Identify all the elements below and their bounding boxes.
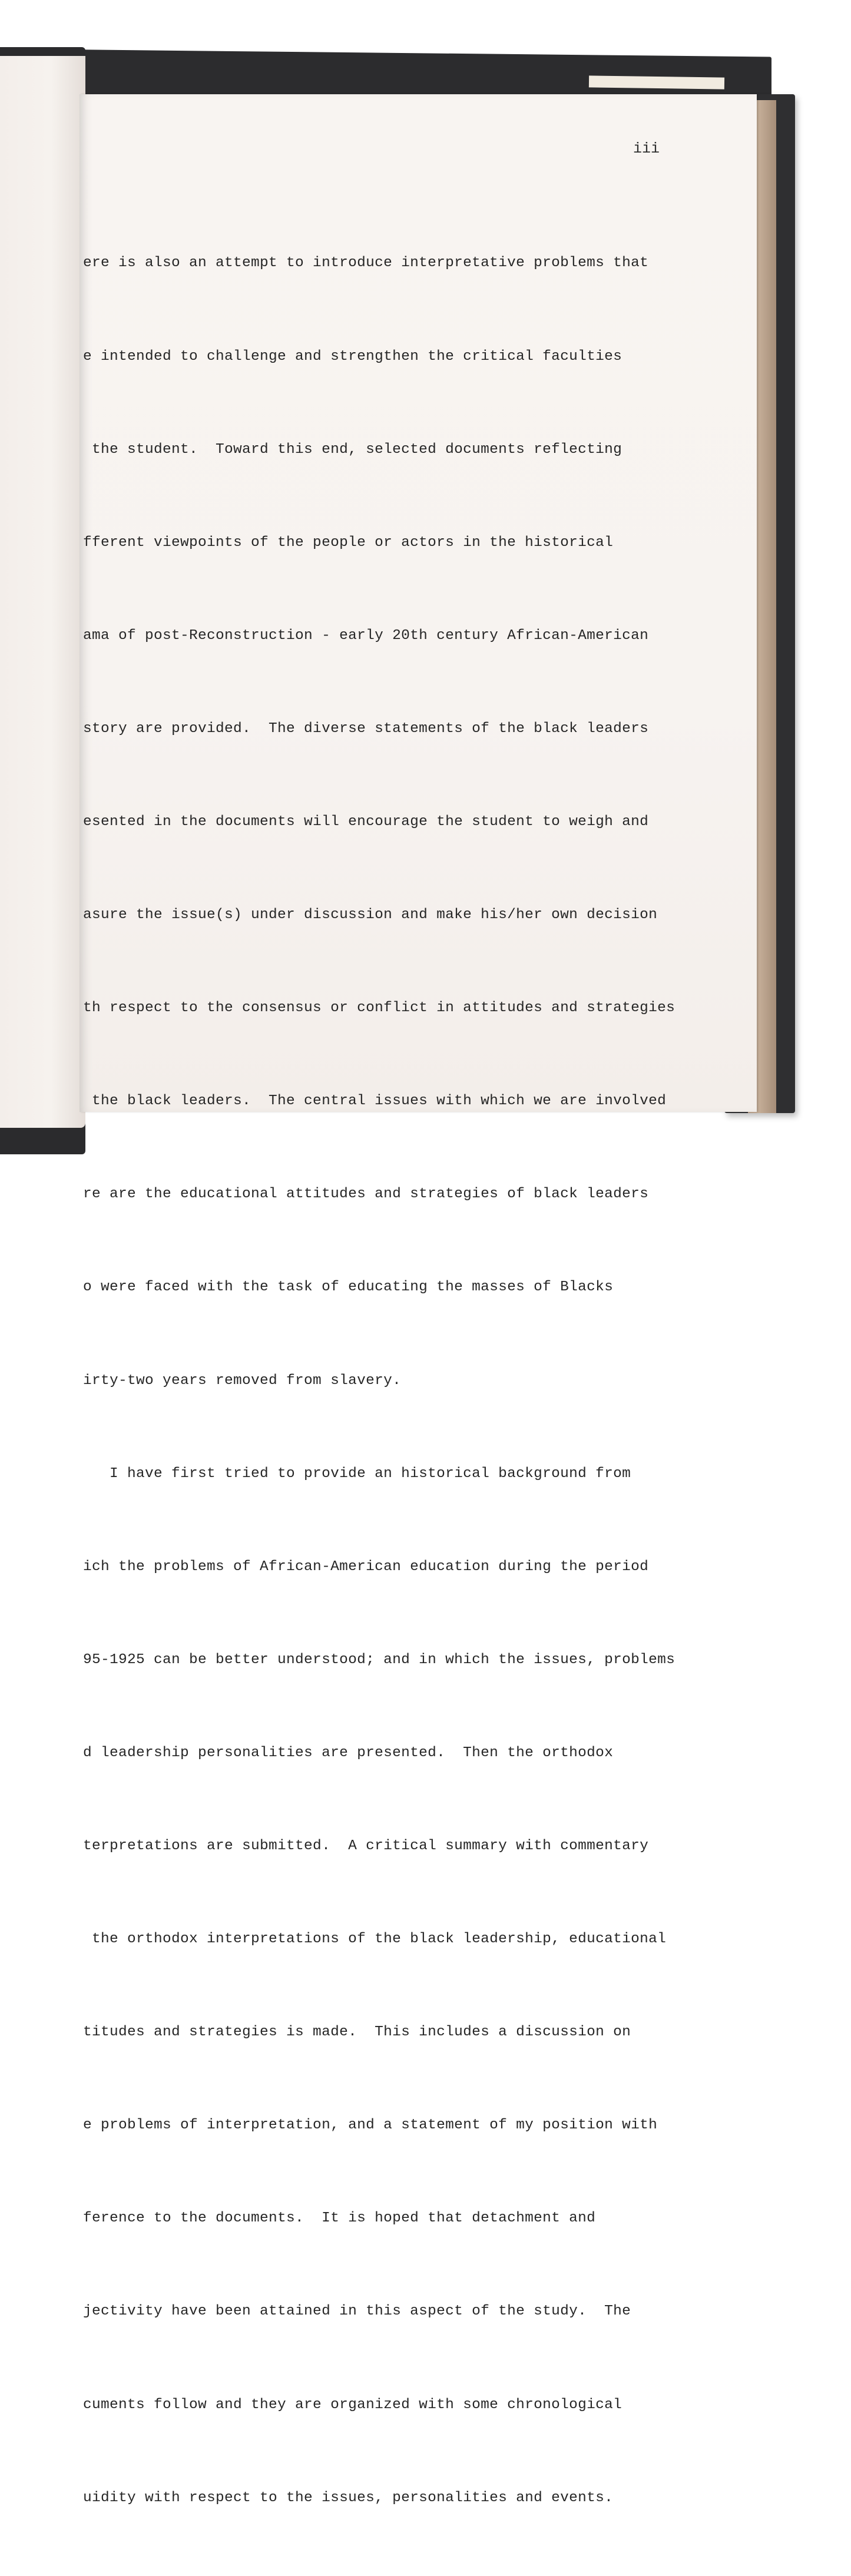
text-line: titudes and strategies is made. This includes a discussion on (83, 2024, 631, 2041)
text-line: th respect to the consensus or conflict in attitudes and strategies (83, 1000, 675, 1017)
paper-sliver (589, 75, 724, 89)
text-line: ama of post-Reconstruction - early 20th century African-American (83, 627, 649, 644)
text-line: jectivity have been attained in this aspect of the study. The (83, 2303, 631, 2320)
typed-text-block (83, 186, 766, 2576)
text-line: ference to the documents. It is hoped that detachment and (83, 2210, 596, 2227)
text-line: d leadership personalities are presented. Then the orthodox (83, 1744, 614, 1761)
text-line: irty-two years removed from slavery. (83, 1372, 402, 1389)
text-line: e intended to challenge and strengthen the critical faculties (83, 348, 622, 365)
text-line: ere is also an attempt to introduce interpretative problems that (83, 255, 649, 271)
right-page (80, 94, 757, 2506)
text-line: fferent viewpoints of the people or actors in the historical (83, 534, 614, 551)
text-line: re are the educational attitudes and strategies of black leaders (83, 1186, 649, 1203)
text-line: o were faced with the task of educating the masses of Blacks (83, 1279, 614, 1296)
text-line: story are provided. The diverse statements of the black leaders (83, 720, 649, 737)
text-line: terpretations are submitted. A critical summary with commentary (83, 1838, 649, 1854)
text-line: esented in the documents will encourage the student to weigh and (83, 813, 649, 830)
text-line: cuments follow and they are organized with some chronological (83, 2396, 622, 2413)
text-line: the black leaders. The central issues with which we are involved (83, 1093, 667, 1110)
text-line: e problems of interpretation, and a statement of my position with (83, 2117, 658, 2134)
text-line: ich the problems of African-American education during the period (83, 1558, 649, 1575)
text-line: the student. Toward this end, selected documents reflecting (83, 441, 622, 458)
text-line: uidity with respect to the issues, personalities and events. (83, 2489, 614, 2506)
page-number: iii (633, 140, 660, 157)
left-page (0, 56, 85, 1128)
text-line: I have first tried to provide an historical background from (83, 1465, 631, 1482)
text-line: asure the issue(s) under discussion and make his/her own decision (83, 907, 658, 923)
text-line: the orthodox interpretations of the black leadership, educational (83, 1931, 667, 1948)
text-line: 95-1925 can be better understood; and in which the issues, problems (83, 1651, 675, 1668)
